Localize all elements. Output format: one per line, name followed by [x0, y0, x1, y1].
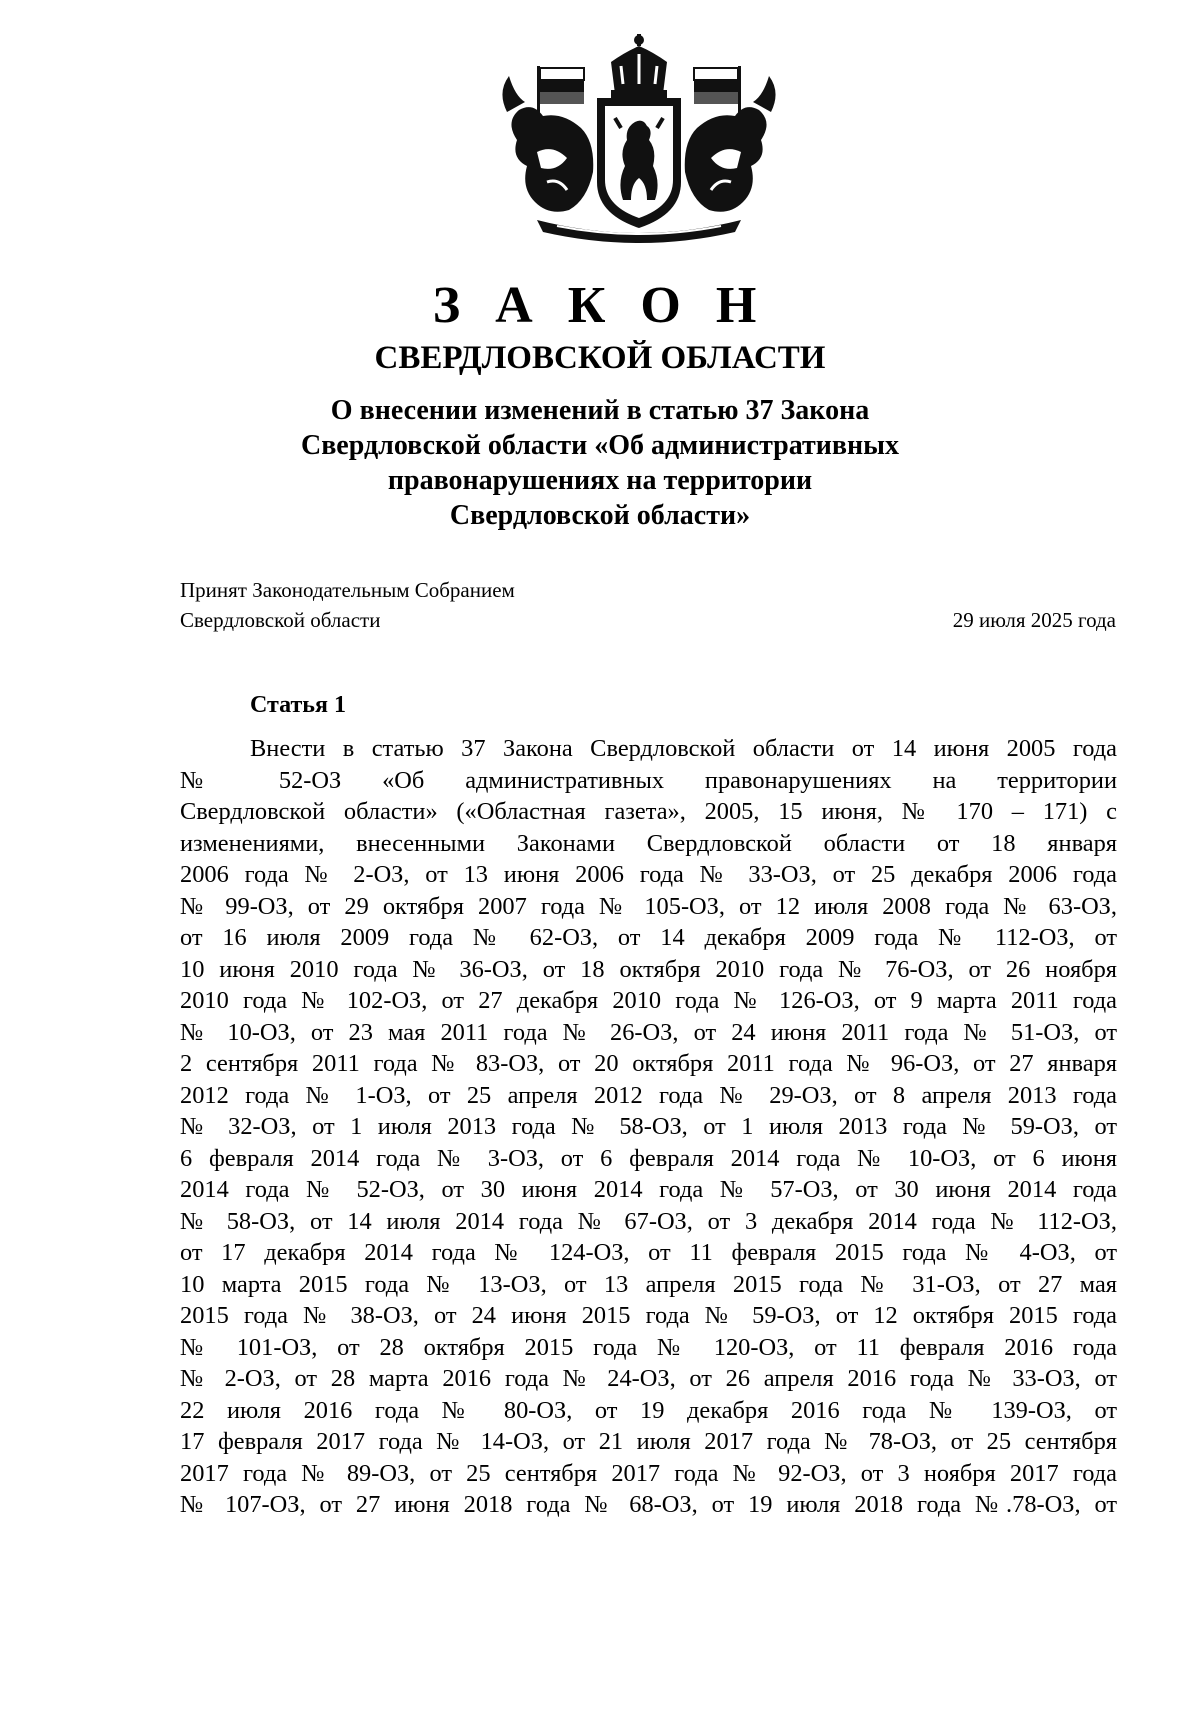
text-line: 2006 года № 2-ОЗ, от 13 июня 2006 года № 33-ОЗ, от 25 декабря 2006 года — [180, 861, 1117, 888]
text-line: Свердловской области» («Областная газета», 2005, 15 июня, № 170 – 171) с — [180, 798, 1117, 825]
article-title: Статья 1 — [250, 692, 346, 718]
text-line: 2015 года № 38-ОЗ, от 24 июня 2015 года № 59-ОЗ, от 12 октября 2015 года — [180, 1302, 1117, 1329]
text-line: № 10-ОЗ, от 23 мая 2011 года № 26-ОЗ, от 24 июня 2011 года № 51-ОЗ, от — [180, 1018, 1117, 1046]
adoption-date: 29 июля 2025 года — [952, 608, 1116, 632]
document-type-title: З А К О Н — [432, 277, 768, 334]
law-subject-title — [0, 393, 1200, 533]
text-line: № 107-ОЗ, от 27 июня 2018 года № 68-ОЗ, от 19 июля 2018 года №.78-ОЗ, от — [180, 1491, 1117, 1518]
text-line: 22 июля 2016 года № 80-ОЗ, от 19 декабря 2016 года № 139-ОЗ, от — [180, 1396, 1117, 1424]
text-line: № 58-ОЗ, от 14 июля 2014 года № 67-ОЗ, от 3 декабря 2014 года № 112-ОЗ, — [180, 1207, 1117, 1235]
text-line: 2 сентября 2011 года № 83-ОЗ, от 20 октября 2011 года № 96-ОЗ, от 27 января — [180, 1050, 1117, 1077]
law-subject-line: Свердловской области «Об административных — [300, 430, 900, 461]
article-body — [180, 733, 1117, 1521]
adoption-line: Принят Законодательным Собранием — [180, 578, 515, 602]
text-line: 2014 года № 52-ОЗ, от 30 июня 2014 года № 57-ОЗ, от 30 июня 2014 года — [180, 1176, 1117, 1203]
text-line: 17 февраля 2017 года № 14-ОЗ, от 21 июля 2017 года № 78-ОЗ, от 25 сентября — [180, 1428, 1117, 1455]
text-line: изменениями, внесенными Законами Свердловской области от 18 января — [180, 829, 1117, 857]
region-title: СВЕРДЛОВСКОЙ ОБЛАСТИ — [374, 340, 826, 376]
adoption-line: Свердловской области — [180, 608, 381, 632]
law-subject-line: Свердловской области» — [449, 500, 751, 531]
text-line: от 16 июля 2009 года № 62-ОЗ, от 14 декабря 2009 года № 112-ОЗ, от — [180, 924, 1117, 951]
text-line: 2012 года № 1-ОЗ, от 25 апреля 2012 года № 29-ОЗ, от 8 апреля 2013 года — [180, 1081, 1117, 1109]
text-line: Внести в статью 37 Закона Свердловской области от 14 июня 2005 года — [250, 735, 1117, 762]
text-line: № 2-ОЗ, от 28 марта 2016 года № 24-ОЗ, от 26 апреля 2016 года № 33-ОЗ, от — [180, 1365, 1117, 1392]
text-line: 6 февраля 2014 года № 3-ОЗ, от 6 февраля 2014 года № 10-ОЗ, от 6 июня — [180, 1144, 1117, 1172]
coat-of-arms-emblem — [497, 32, 781, 244]
crown-icon — [611, 34, 667, 98]
text-line: от 17 декабря 2014 года № 124-ОЗ, от 11 февраля 2015 года № 4-ОЗ, от — [180, 1239, 1117, 1266]
text-line: № 101-ОЗ, от 28 октября 2015 года № 120-ОЗ, от 11 февраля 2016 года — [180, 1333, 1117, 1361]
text-line: 2017 года № 89-ОЗ, от 25 сентября 2017 года № 92-ОЗ, от 3 ноября 2017 года — [180, 1459, 1117, 1487]
shield-icon — [597, 98, 681, 228]
text-line: № 32-ОЗ, от 1 июля 2013 года № 58-ОЗ, от 1 июля 2013 года № 59-ОЗ, от — [180, 1113, 1117, 1140]
text-line: 10 июня 2010 года № 36-ОЗ, от 18 октября 2010 года № 76-ОЗ, от 26 ноября — [180, 955, 1117, 983]
law-subject-line: О внесении изменений в статью 37 Закона — [330, 395, 870, 426]
text-line: № 99-ОЗ, от 29 октября 2007 года № 105-ОЗ, от 12 июля 2008 года № 63-ОЗ, — [180, 892, 1117, 920]
law-subject-line: правонарушениях на территории — [387, 465, 813, 496]
text-line: 10 марта 2015 года № 13-ОЗ, от 13 апреля 2015 года № 31-ОЗ, от 27 мая — [180, 1270, 1117, 1298]
text-line: № 52-ОЗ «Об административных правонарушениях на территории — [180, 766, 1117, 794]
adoption-note — [180, 575, 515, 635]
text-line: 2010 года № 102-ОЗ, от 27 декабря 2010 года № 126-ОЗ, от 9 марта 2011 года — [180, 987, 1117, 1014]
